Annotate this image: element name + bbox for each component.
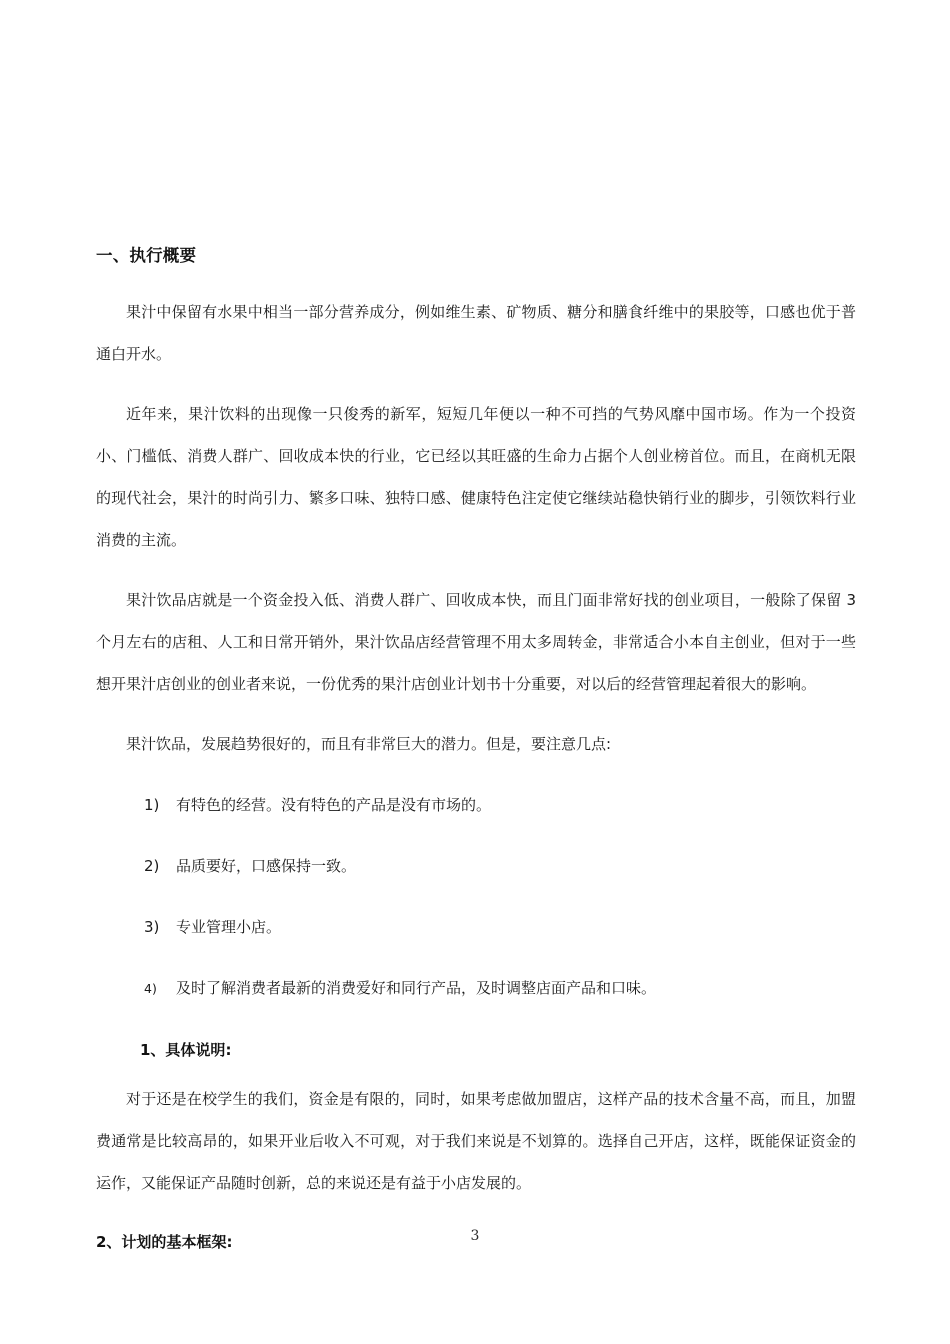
list-item bbox=[96, 907, 856, 947]
top-margin-spacer bbox=[96, 0, 856, 244]
paragraph-5: 对于还是在校学生的我们，资金是有限的，同时，如果考虑做加盟店，这样产品的技术含量不高，而且，加盟费通常是比较高昂的，如果开业后收入不可观，对于我们来说是不划算的。选择自己开店，这样，既能保证资金的运作，又能保证产品随时创新，总的来说还是有益于小店发展的。 bbox=[96, 1089, 856, 1192]
list-item-label: 及时了解消费者最新的消费爱好和同行产品，及时调整店面产品和口味。 bbox=[176, 978, 657, 997]
page-number-footer: 3 bbox=[470, 1228, 480, 1244]
list-item-label: 品质要好，口感保持一致。 bbox=[176, 856, 357, 875]
list-item bbox=[96, 968, 856, 1009]
list-item-label: 有特色的经营。没有特色的产品是没有市场的。 bbox=[176, 795, 492, 814]
list-item bbox=[96, 846, 856, 886]
paragraph-4: 果汁饮品，发展趋势很好的，而且有非常巨大的潜力。但是，要注意几点: bbox=[126, 734, 612, 753]
list-item-label: 专业管理小店。 bbox=[176, 917, 282, 936]
list-item-marker: 3) bbox=[144, 917, 160, 936]
page-content-column bbox=[96, 0, 856, 1270]
subheading-specific-description: 1、具体说明: bbox=[140, 1040, 232, 1059]
subheading-plan-framework: 2、计划的基本框架: bbox=[96, 1232, 233, 1251]
list-item-marker: 4) bbox=[144, 980, 157, 996]
list-item bbox=[96, 785, 856, 825]
paragraph-3: 果汁饮品店就是一个资金投入低、消费人群广、回收成本快，而且门面非常好找的创业项目，一般除了保留 3 个月左右的店租、人工和日常开销外，果汁饮品店经营管理不用太多周转金，非常适合小本自主创业，但对于一些想开果汁店创业的创业者来说，一份优秀的果汁店创业计划书十分重要，对以后的经营管理起着很大的影响。 bbox=[96, 590, 856, 693]
numbered-list bbox=[96, 785, 856, 1009]
list-item-marker: 1) bbox=[144, 795, 160, 814]
paragraph-1: 果汁中保留有水果中相当一部分营养成分，例如维生素、矿物质、糖分和膳食纤维中的果胶等，口感也优于普通白开水。 bbox=[96, 302, 856, 363]
paragraph-2: 近年来，果汁饮料的出现像一只俊秀的新军，短短几年便以一种不可挡的气势风靡中国市场。作为一个投资小、门槛低、消费人群广、回收成本快的行业，它已经以其旺盛的生命力占据个人创业榜首位。而且，在商机无限的现代社会，果汁的时尚引力、繁多口味、独特口感、健康特色注定使它继续站稳快销行业的脚步，引领饮料行业消费的主流。 bbox=[96, 404, 856, 549]
page-title: 一、执行概要 bbox=[96, 246, 197, 265]
list-item-marker: 2) bbox=[144, 856, 160, 875]
